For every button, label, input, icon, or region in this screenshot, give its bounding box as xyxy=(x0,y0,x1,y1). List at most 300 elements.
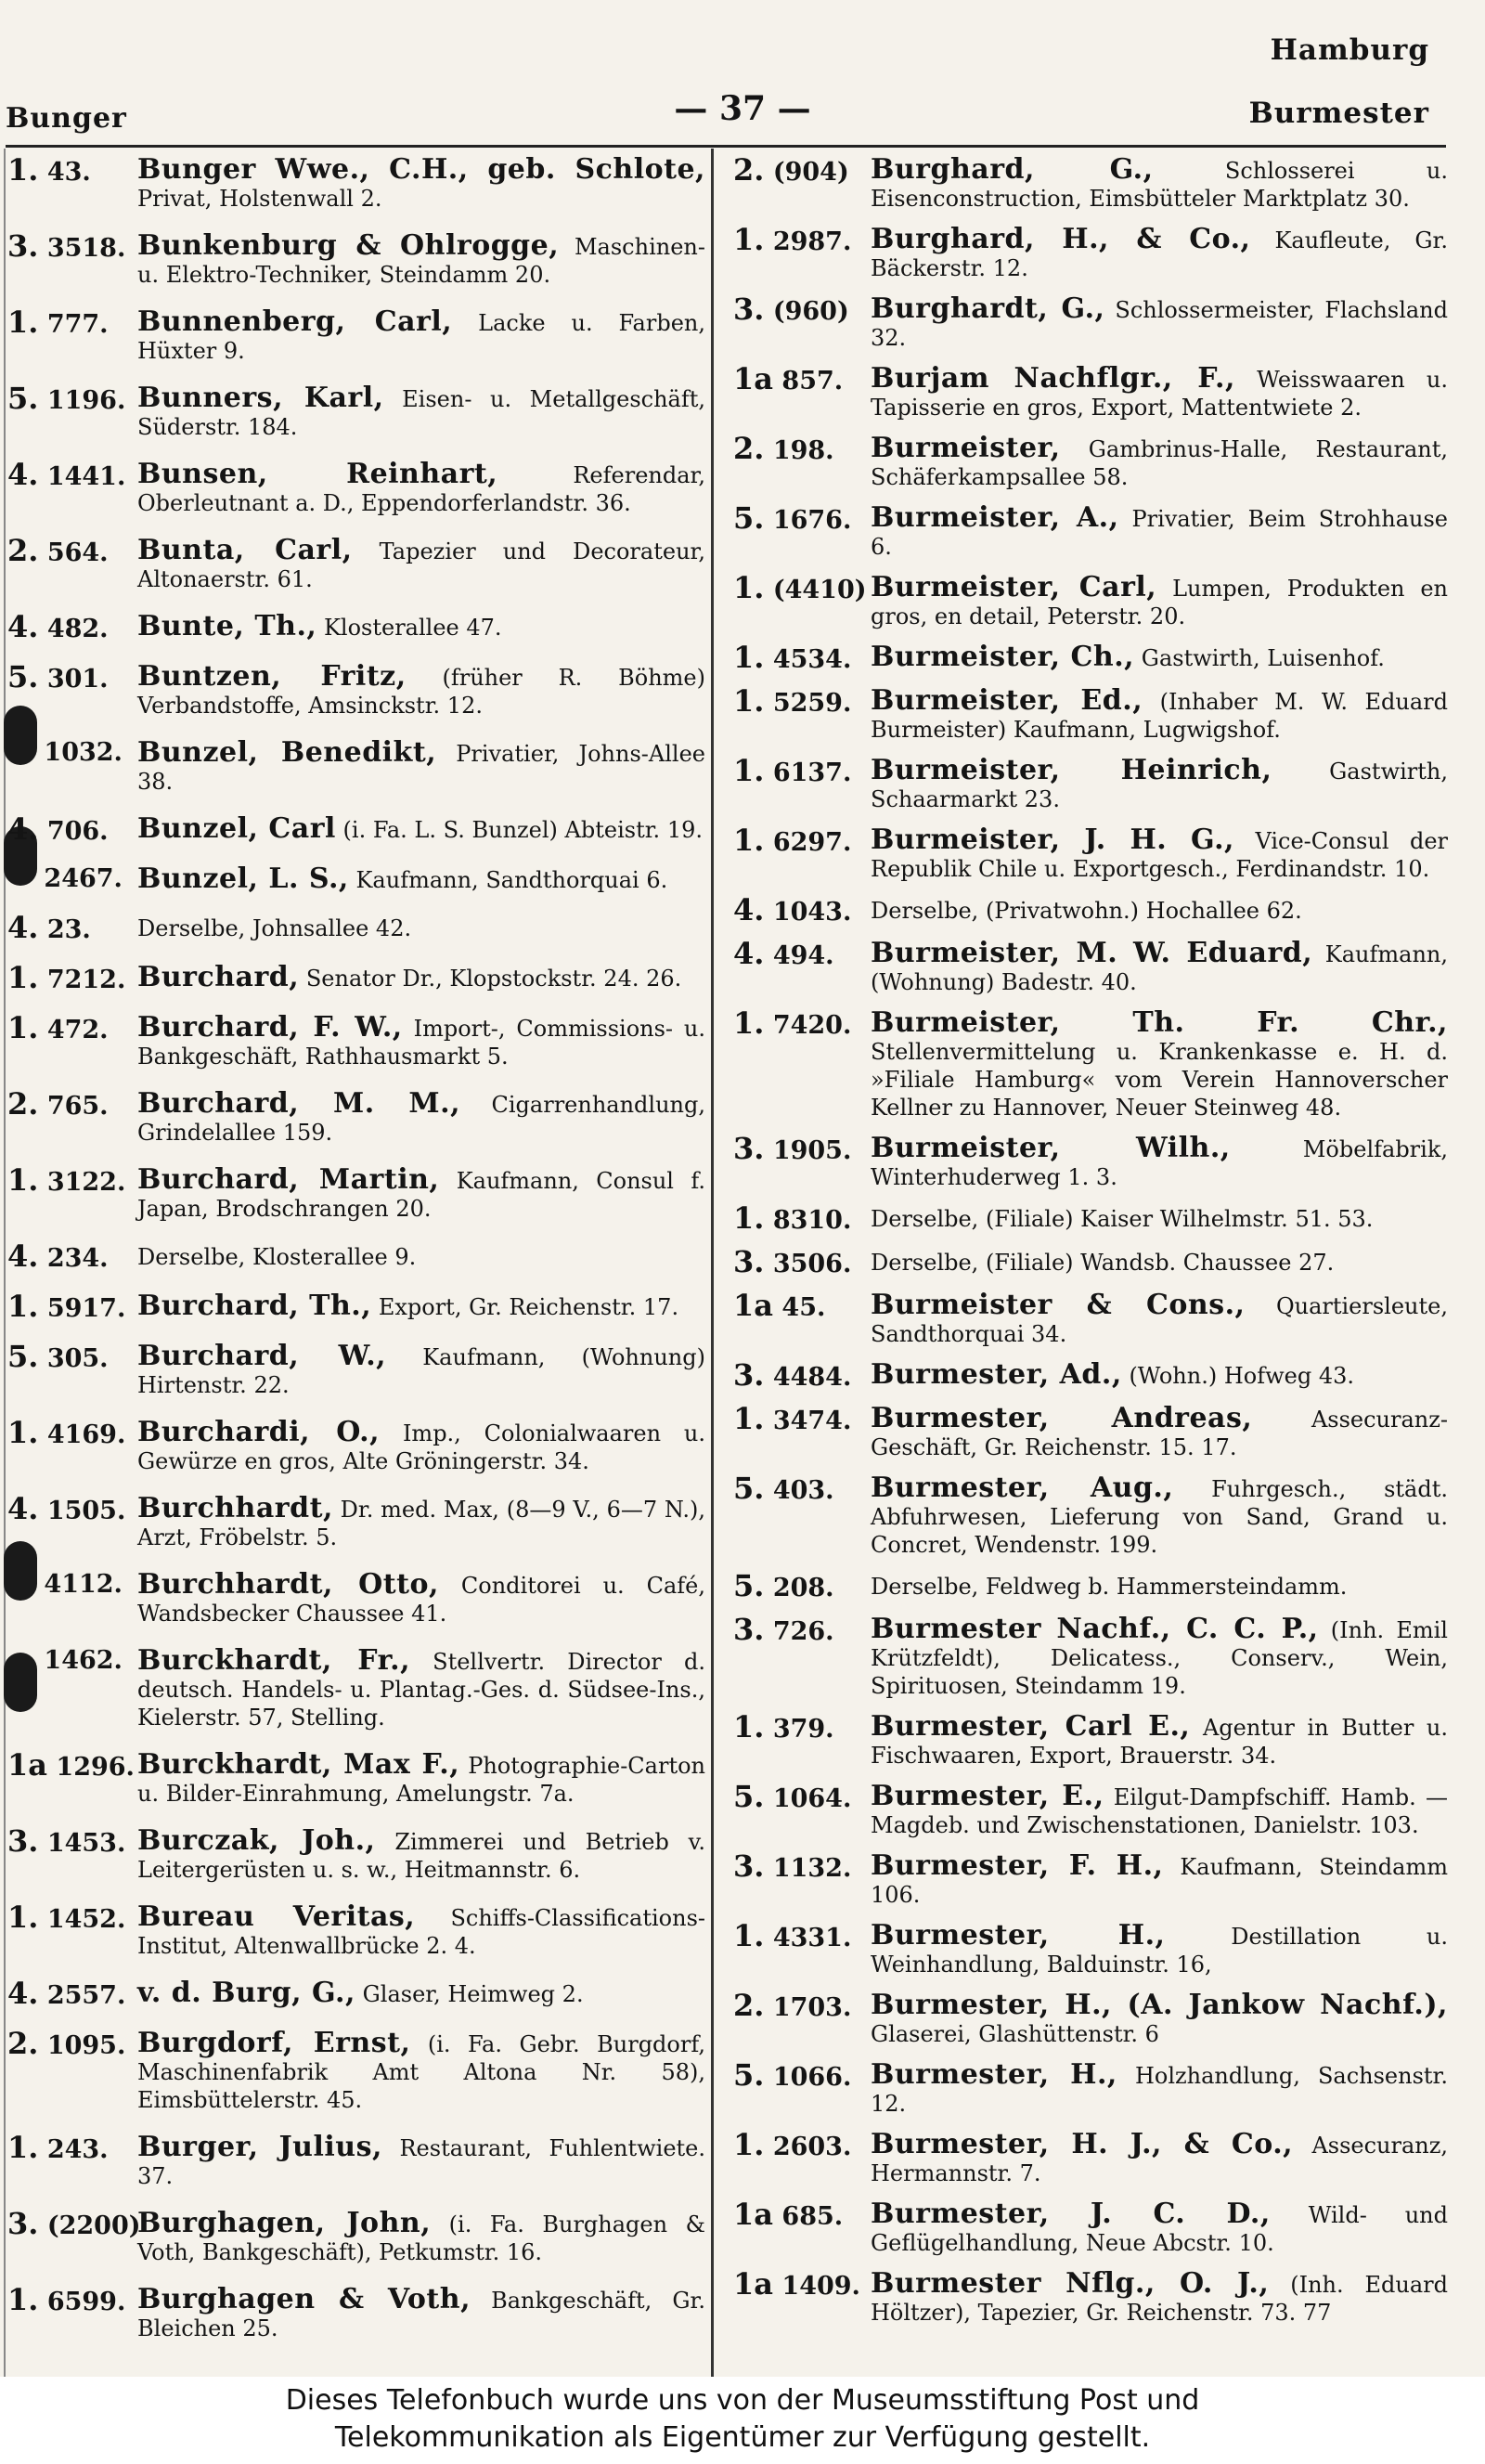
subscriber-detail: (Inhaber M. W. Eduard Burmeister) Kaufmann, Lugwigshof. xyxy=(871,689,1448,743)
phone-number: 8310. xyxy=(772,1206,852,1235)
exchange-zone: 1a xyxy=(733,2197,773,2232)
entry-number xyxy=(733,753,871,813)
directory-entry xyxy=(7,1644,705,1731)
exchange-zone: 2. xyxy=(733,152,765,188)
entry-text xyxy=(871,2058,1448,2118)
subscriber-detail: Schiffs-Classifications-Institut, Altenwallbrücke 2. 4. xyxy=(137,1905,705,1959)
city-heading: Hamburg xyxy=(1270,33,1429,67)
entry-number xyxy=(733,1848,871,1909)
entry-text xyxy=(137,1342,705,1399)
phone-number: 1505. xyxy=(46,1497,126,1525)
subscriber-detail: Möbelfabrik, Winterhuderweg 1. 3. xyxy=(871,1136,1448,1190)
phone-number: (4410) xyxy=(772,576,867,604)
subscriber-name: Burmeister, Ed., xyxy=(871,684,1143,717)
exchange-zone: 5. xyxy=(7,659,39,694)
subscriber-name: Burghardt, G., xyxy=(871,292,1105,325)
subscriber-detail: Bankgeschäft, Gr. Bleichen 25. xyxy=(137,2288,705,2341)
phone-number: 1196. xyxy=(46,386,126,415)
directory-entry xyxy=(7,811,705,847)
exchange-zone: 1. xyxy=(7,960,39,995)
directory-entry xyxy=(733,1244,1448,1279)
subscriber-detail: Destillation u. Weinhandlung, Balduinstr. 16, xyxy=(871,1924,1448,1978)
directory-entry xyxy=(733,1357,1448,1393)
subscriber-name: Burmeister & Cons., xyxy=(871,1289,1246,1321)
entry-text xyxy=(871,1006,1448,1122)
exchange-zone: 1. xyxy=(7,1415,39,1450)
phone-number: 45. xyxy=(781,1293,826,1322)
directory-entry xyxy=(7,2130,705,2190)
entry-number xyxy=(7,1571,137,1628)
subscriber-detail: Schlossermeister, Flachsland 32. xyxy=(871,297,1449,351)
directory-entry xyxy=(733,1779,1448,1839)
directory-entry xyxy=(7,609,705,644)
phone-number: 1453. xyxy=(46,1829,126,1858)
subscriber-detail: Fuhrgesch., städt. Abfuhrwesen, Lieferung von Sand, Grand u. Concret, Wendenstr. 199. xyxy=(871,1476,1448,1558)
subscriber-detail: Vice-Consul der Republik Chile u. Exportgesch., Ferdinandstr. 10. xyxy=(871,828,1448,882)
subscriber-detail: Glaser, Heimweg 2. xyxy=(362,1981,584,2007)
phone-number: 1296. xyxy=(56,1753,135,1782)
exchange-zone: 1. xyxy=(733,222,765,257)
entry-number xyxy=(733,683,871,744)
entry-number xyxy=(7,739,137,796)
entry-number xyxy=(7,152,137,213)
entry-text xyxy=(871,2200,1448,2257)
entry-text xyxy=(871,1572,1448,1602)
phone-number: 4484. xyxy=(772,1363,852,1392)
exchange-zone: 5. xyxy=(733,1779,765,1814)
directory-entry xyxy=(733,361,1448,421)
subscriber-detail: Export, Gr. Reichenstr. 17. xyxy=(378,1294,679,1320)
entry-number xyxy=(733,2197,871,2257)
subscriber-name: Burmeister, Ch., xyxy=(871,641,1135,673)
entry-number xyxy=(733,1612,871,1700)
subscriber-name: Bunsen, Reinhart, xyxy=(137,458,498,490)
entry-text xyxy=(871,1474,1448,1559)
exchange-zone: 5. xyxy=(733,1568,765,1603)
directory-entry xyxy=(7,2282,705,2342)
exchange-zone: 4. xyxy=(733,936,765,971)
entry-number xyxy=(733,152,871,213)
entry-number xyxy=(733,2057,871,2118)
phone-number: 234. xyxy=(46,1244,109,1273)
exchange-zone: 2. xyxy=(7,2026,39,2061)
exchange-zone: 3. xyxy=(7,2206,39,2241)
entry-number xyxy=(7,305,137,365)
subscriber-name: Burchard, F. W., xyxy=(137,1011,403,1044)
exchange-zone: 1a xyxy=(7,1747,47,1783)
phone-number: 706. xyxy=(46,817,109,846)
entry-number xyxy=(733,500,871,561)
phone-number: 403. xyxy=(772,1476,834,1505)
entry-text xyxy=(137,2283,705,2342)
entry-text xyxy=(137,660,705,720)
entry-text xyxy=(871,1204,1448,1235)
subscriber-name: Burmester, Ad., xyxy=(871,1358,1122,1391)
subscriber-detail: (Inh. Eduard Höltzer), Tapezier, Gr. Reichenstr. 73. 77 xyxy=(871,2272,1448,2326)
left-column xyxy=(7,152,706,2362)
entry-number xyxy=(7,659,137,720)
phone-number: 4169. xyxy=(46,1420,126,1449)
exchange-zone: 1. xyxy=(7,1010,39,1045)
subscriber-name: Burmester, H., xyxy=(871,1919,1166,1952)
exchange-zone: 1. xyxy=(7,1162,39,1198)
phone-number: 208. xyxy=(772,1574,834,1602)
directory-entry xyxy=(7,1823,705,1884)
phone-number: 4534. xyxy=(772,645,852,674)
entry-text xyxy=(871,2267,1448,2327)
entry-text xyxy=(871,1991,1448,2048)
subscriber-name: Bureau Veritas, xyxy=(137,1900,416,1933)
subscriber-name: Burmester, H. J., & Co., xyxy=(871,2128,1294,2160)
entry-text xyxy=(871,1615,1448,1700)
phone-number: 1905. xyxy=(772,1136,852,1165)
subscriber-detail: Assecuranz-Geschäft, Gr. Reichenstr. 15. 17. xyxy=(871,1407,1448,1460)
right-running-head: Burmester xyxy=(1248,97,1429,130)
phone-number: 1462. xyxy=(44,1646,123,1675)
exchange-zone: 1. xyxy=(7,305,39,340)
entry-text xyxy=(871,1358,1448,1392)
footer-line-2: Telekommunikation als Eigentümer zur Verfügung gestellt. xyxy=(334,2421,1151,2454)
subscriber-name: Burmeister, Heinrich, xyxy=(871,754,1272,786)
phone-number: 4112. xyxy=(44,1570,123,1599)
entry-number xyxy=(7,811,137,847)
subscriber-detail: Kaufmann, Steindamm 106. xyxy=(871,1854,1448,1908)
entry-number xyxy=(733,222,871,282)
subscriber-detail: Glaserei, Glashüttenstr. 6 xyxy=(871,2021,1159,2047)
entry-text xyxy=(871,823,1448,883)
subscriber-name: Burmester, Andreas, xyxy=(871,1402,1253,1434)
directory-entry xyxy=(7,2026,706,2114)
directory-entry xyxy=(733,683,1448,744)
phone-number: 564. xyxy=(46,538,109,567)
entry-number xyxy=(733,1131,871,1191)
subscriber-name: Burghagen & Voth, xyxy=(137,2283,471,2315)
exchange-zone: 3. xyxy=(733,1848,765,1884)
exchange-zone: 5. xyxy=(733,500,765,536)
subscriber-name: Burgdorf, Ernst, xyxy=(137,2027,411,2059)
entry-number xyxy=(7,1086,137,1147)
subscriber-name: Burchhardt, xyxy=(137,1492,333,1524)
entry-number xyxy=(733,2266,871,2327)
subscriber-detail: (i. Fa. Gebr. Burgdorf, Maschinenfabrik Amt Altona Nr. 58), Eimsbüttelerstr. 45. xyxy=(137,2031,706,2113)
left-margin-rule xyxy=(4,149,6,2377)
phone-number: 6297. xyxy=(772,828,852,857)
subscriber-detail: Lacke u. Farben, Hüxter 9. xyxy=(137,310,705,364)
directory-entry xyxy=(7,152,705,213)
entry-number xyxy=(7,1747,137,1808)
exchange-zone: 3. xyxy=(733,1612,765,1647)
directory-entry xyxy=(733,2127,1449,2187)
entry-text xyxy=(871,501,1448,561)
phone-number: 2603. xyxy=(772,2133,852,2161)
directory-entry xyxy=(7,910,705,945)
entry-number xyxy=(733,640,871,675)
entry-text xyxy=(871,1710,1449,1770)
subscriber-detail: Kaufmann, (Wohnung) Badestr. 40. xyxy=(871,941,1448,995)
subscriber-name: Burchhardt, Otto, xyxy=(137,1568,439,1601)
entry-number xyxy=(733,936,871,996)
entry-number xyxy=(7,2206,141,2266)
subscriber-name: Burmeister, Carl, xyxy=(871,571,1157,603)
subscriber-name: v. d. Burg, G., xyxy=(137,1977,355,2009)
subscriber-name: Burmester, Aug., xyxy=(871,1472,1174,1504)
subscriber-detail: Cigarrenhandlung, Grindelallee 159. xyxy=(137,1092,705,1146)
entry-number xyxy=(7,910,137,945)
subscriber-detail: Maschinen- u. Elektro-Techniker, Steindamm 20. xyxy=(137,234,705,288)
page-number: — 37 — xyxy=(674,89,811,128)
subscriber-name: Burmester Nachf., C. C. P., xyxy=(871,1613,1319,1645)
phone-number: 1409. xyxy=(781,2272,860,2301)
entry-text xyxy=(137,1292,705,1323)
entry-number xyxy=(733,1200,871,1236)
exchange-zone: 1. xyxy=(733,683,765,719)
directory-entry xyxy=(733,1471,1448,1559)
exchange-zone: 4. xyxy=(7,811,39,847)
exchange-zone: 5. xyxy=(7,381,39,416)
entry-number xyxy=(7,960,137,995)
exchange-zone: 1. xyxy=(733,1200,765,1236)
phone-number: 379. xyxy=(772,1715,834,1744)
entry-number xyxy=(7,457,137,517)
phone-number: 765. xyxy=(46,1092,109,1121)
entry-number xyxy=(7,1238,137,1274)
entry-text xyxy=(137,153,705,213)
directory-entry xyxy=(7,457,705,517)
subscriber-name: Burmester Nflg., O. J., xyxy=(871,2267,1270,2300)
subscriber-detail: (i. Fa. Burghagen & Voth, Bankgeschäft), Petkumstr. 16. xyxy=(137,2211,705,2265)
entry-text xyxy=(137,2133,705,2190)
entry-number xyxy=(733,1988,871,2048)
entry-text xyxy=(137,1748,705,1808)
entry-number xyxy=(7,609,137,644)
subscriber-name: Burmeister, xyxy=(871,432,1061,464)
directory-entry xyxy=(733,431,1448,491)
exchange-zone: 1. xyxy=(7,1289,39,1324)
exchange-zone: 1a xyxy=(733,1288,773,1323)
entry-text xyxy=(137,229,705,289)
directory-entry xyxy=(733,1131,1448,1191)
subscriber-detail: Gastwirth, Schaarmarkt 23. xyxy=(871,759,1448,812)
phone-number: 1452. xyxy=(46,1905,126,1934)
entry-text xyxy=(871,1248,1448,1278)
subscriber-detail: Wild- und Geflügelhandlung, Neue Abcstr. 10. xyxy=(871,2202,1448,2256)
subscriber-name: Bunzel, L. S., xyxy=(137,862,349,895)
directory-entry xyxy=(7,862,705,895)
entry-number xyxy=(7,1900,137,1960)
phone-number: 305. xyxy=(46,1344,109,1373)
entry-number xyxy=(7,1823,137,1884)
phone-number: 1095. xyxy=(46,2031,126,2060)
phone-number: 1132. xyxy=(772,1854,852,1883)
entry-number xyxy=(7,1010,137,1070)
subscriber-name: Burchardi, O., xyxy=(137,1416,381,1448)
entry-number xyxy=(733,1471,871,1559)
entry-text xyxy=(137,961,705,994)
phone-number: (960) xyxy=(772,297,849,326)
entry-number xyxy=(733,570,871,630)
entry-text xyxy=(871,643,1448,674)
phone-number: 3122. xyxy=(46,1168,126,1197)
phone-number: 43. xyxy=(46,158,91,187)
directory-entry xyxy=(733,1918,1448,1978)
directory-entry xyxy=(733,2266,1448,2327)
exchange-zone: 1. xyxy=(7,1900,39,1935)
column-divider xyxy=(711,149,714,2377)
phone-number: 243. xyxy=(46,2135,109,2164)
directory-entry xyxy=(733,1848,1448,1909)
subscriber-detail: Tapezier und Decorateur, Altonaerstr. 61. xyxy=(137,538,705,592)
subscriber-name: Burmeister, M. W. Eduard, xyxy=(871,937,1313,969)
directory-entry xyxy=(7,1976,705,2011)
entry-text xyxy=(871,1132,1448,1191)
entry-number xyxy=(733,431,871,491)
exchange-zone: 4. xyxy=(733,892,765,927)
directory-entry xyxy=(733,640,1448,675)
exchange-zone: 1. xyxy=(733,640,765,675)
entry-text xyxy=(871,362,1448,421)
directory-entry xyxy=(7,1568,705,1628)
subscriber-name: Burmester, Carl E., xyxy=(871,1710,1191,1743)
exchange-zone: 1. xyxy=(733,1005,765,1041)
directory-entry xyxy=(7,1339,705,1399)
subscriber-detail: Referendar, Oberleutnant a. D., Eppendorferlandstr. 36. xyxy=(137,462,705,516)
subscriber-detail: Import-, Commissions- u. Bankgeschäft, Rathhausmarkt 5. xyxy=(137,1016,705,1070)
directory-entry xyxy=(733,152,1448,213)
phone-number: 1043. xyxy=(772,898,852,927)
subscriber-detail: Derselbe, (Privatwohn.) Hochallee 62. xyxy=(871,898,1302,924)
directory-entry xyxy=(733,292,1449,352)
entry-number xyxy=(733,1005,871,1122)
subscriber-name: Burmester, H., (A. Jankow Nachf.), xyxy=(871,1989,1448,2021)
subscriber-name: Burghagen, John, xyxy=(137,2207,432,2239)
entry-text xyxy=(137,1416,705,1475)
directory-entry xyxy=(7,1289,705,1324)
subscriber-detail: (Wohn.) Hofweg 43. xyxy=(1129,1363,1354,1389)
subscriber-detail: Privat, Holstenwall 2. xyxy=(137,186,382,212)
phone-number: 472. xyxy=(46,1016,109,1044)
subscriber-name: Buntzen, Fritz, xyxy=(137,660,407,693)
entry-text xyxy=(137,2027,706,2114)
entry-number xyxy=(733,823,871,883)
phone-number: 5259. xyxy=(772,689,852,718)
directory-entry xyxy=(733,500,1448,561)
directory-entry xyxy=(7,533,705,593)
exchange-zone: 3. xyxy=(733,1244,765,1279)
entry-number xyxy=(7,381,137,441)
phone-number: (2200) xyxy=(46,2211,141,2240)
subscriber-detail: Derselbe, Johnsallee 42. xyxy=(137,915,412,941)
directory-entry xyxy=(733,1288,1448,1348)
entry-text xyxy=(137,460,705,517)
exchange-zone: 2. xyxy=(733,431,765,466)
exchange-zone: 1a xyxy=(733,2266,773,2302)
subscriber-detail: Eilgut-Dampfschiff. Hamb. — Magdeb. und Zwischenstationen, Danielstr. 103. xyxy=(871,1784,1448,1838)
entry-number xyxy=(733,1568,871,1603)
entry-number xyxy=(733,1244,871,1279)
directory-entry xyxy=(7,1010,705,1070)
subscriber-name: Burmester, H., xyxy=(871,2058,1117,2091)
exchange-zone: 2. xyxy=(733,1988,765,2023)
exchange-zone: 4. xyxy=(7,910,39,945)
exchange-zone: 1. xyxy=(7,152,39,188)
subscriber-name: Burmeister, Th. Fr. Chr., xyxy=(871,1006,1448,1039)
subscriber-detail: Kaufmann, Consul f. Japan, Brodschrangen 20. xyxy=(137,1168,705,1222)
exchange-zone: 1a xyxy=(733,361,773,396)
directory-entry xyxy=(7,1238,705,1274)
subscriber-detail: (Inh. Emil Krützfeldt), Delicatess., Conserv., Wein, Spirituosen, Steindamm 19. xyxy=(871,1617,1448,1699)
entry-text xyxy=(137,1492,705,1551)
entry-text xyxy=(871,571,1448,630)
phone-number: 23. xyxy=(46,915,91,944)
subscriber-detail: Stellenvermittelung u. Krankenkasse e. H. d. »Filiale Hamburg« vom Verein Hannoverscher Kellner zu Hannover, Neuer Steinweg 48. xyxy=(871,1039,1448,1121)
subscriber-detail: Conditorei u. Café, Wandsbecker Chaussee 41. xyxy=(137,1573,705,1627)
entry-number xyxy=(7,1976,137,2011)
phone-number: 2987. xyxy=(772,227,852,256)
footer-notice xyxy=(0,2377,1485,2464)
entry-number xyxy=(733,1918,871,1978)
entry-number xyxy=(733,292,871,352)
directory-entry xyxy=(7,1747,705,1808)
subscriber-detail: Schlosserei u. Eisenconstruction, Eimsbütteler Marktplatz 30. xyxy=(871,158,1448,212)
entry-number xyxy=(7,2282,137,2342)
entry-text xyxy=(871,292,1449,352)
subscriber-detail: Quartiersleute, Sandthorquai 34. xyxy=(871,1293,1448,1347)
phone-number: 494. xyxy=(772,941,834,970)
phone-number: 1064. xyxy=(772,1784,852,1813)
entry-text xyxy=(871,434,1448,491)
entry-text xyxy=(137,736,705,796)
exchange-zone: 2. xyxy=(7,1086,39,1122)
directory-entry xyxy=(733,1568,1448,1603)
subscriber-name: Burger, Julius, xyxy=(137,2131,382,2163)
subscriber-name: Bunta, Carl, xyxy=(137,534,353,566)
subscriber-detail: Zimmerei und Betrieb v. Leitergerüsten u. s. w., Heitmannstr. 6. xyxy=(137,1829,705,1883)
phone-number: 4331. xyxy=(772,1924,852,1952)
entry-text xyxy=(871,1780,1448,1839)
entry-number xyxy=(733,2127,871,2187)
subscriber-detail: Derselbe, (Filiale) Wandsb. Chaussee 27. xyxy=(871,1250,1335,1276)
directory-entry xyxy=(733,1401,1448,1461)
directory-entry xyxy=(7,381,705,441)
subscriber-detail: Assecuranz, Hermannstr. 7. xyxy=(871,2133,1449,2186)
entry-text xyxy=(137,610,705,643)
subscriber-detail: Klosterallee 47. xyxy=(323,615,502,641)
subscriber-name: Bunkenburg & Ohlrogge, xyxy=(137,229,560,262)
entry-text xyxy=(871,896,1448,927)
subscriber-detail: Agentur in Butter u. Fischwaaren, Export, Brauerstr. 34. xyxy=(871,1715,1449,1769)
subscriber-detail: Stellvertr. Director d. deutsch. Handels- u. Plantag.-Ges. d. Südsee-Ins., Kielerstr. 57, Stelling. xyxy=(137,1649,705,1731)
exchange-zone: 3. xyxy=(733,1131,765,1166)
entry-number xyxy=(7,1491,137,1551)
subscriber-detail: Derselbe, (Filiale) Kaiser Wilhelmstr. 51. 53. xyxy=(871,1206,1374,1232)
header-rule xyxy=(6,145,1446,148)
directory-entry xyxy=(733,570,1448,630)
subscriber-name: Bunnenberg, Carl, xyxy=(137,305,453,338)
subscriber-detail: Derselbe, Feldweg b. Hammersteindamm. xyxy=(871,1574,1348,1600)
phone-number: 1441. xyxy=(46,462,126,491)
directory-entry xyxy=(7,1086,705,1147)
phone-number: 1066. xyxy=(772,2063,852,2092)
entry-number xyxy=(733,361,871,421)
entry-text xyxy=(871,754,1448,813)
directory-entry xyxy=(733,753,1448,813)
directory-entry xyxy=(7,736,705,796)
entry-number xyxy=(7,1289,137,1324)
exchange-zone: 5. xyxy=(7,1339,39,1374)
phone-number: 6137. xyxy=(772,759,852,787)
entry-number xyxy=(7,1647,137,1731)
subscriber-name: Burghard, H., & Co., xyxy=(871,223,1251,255)
